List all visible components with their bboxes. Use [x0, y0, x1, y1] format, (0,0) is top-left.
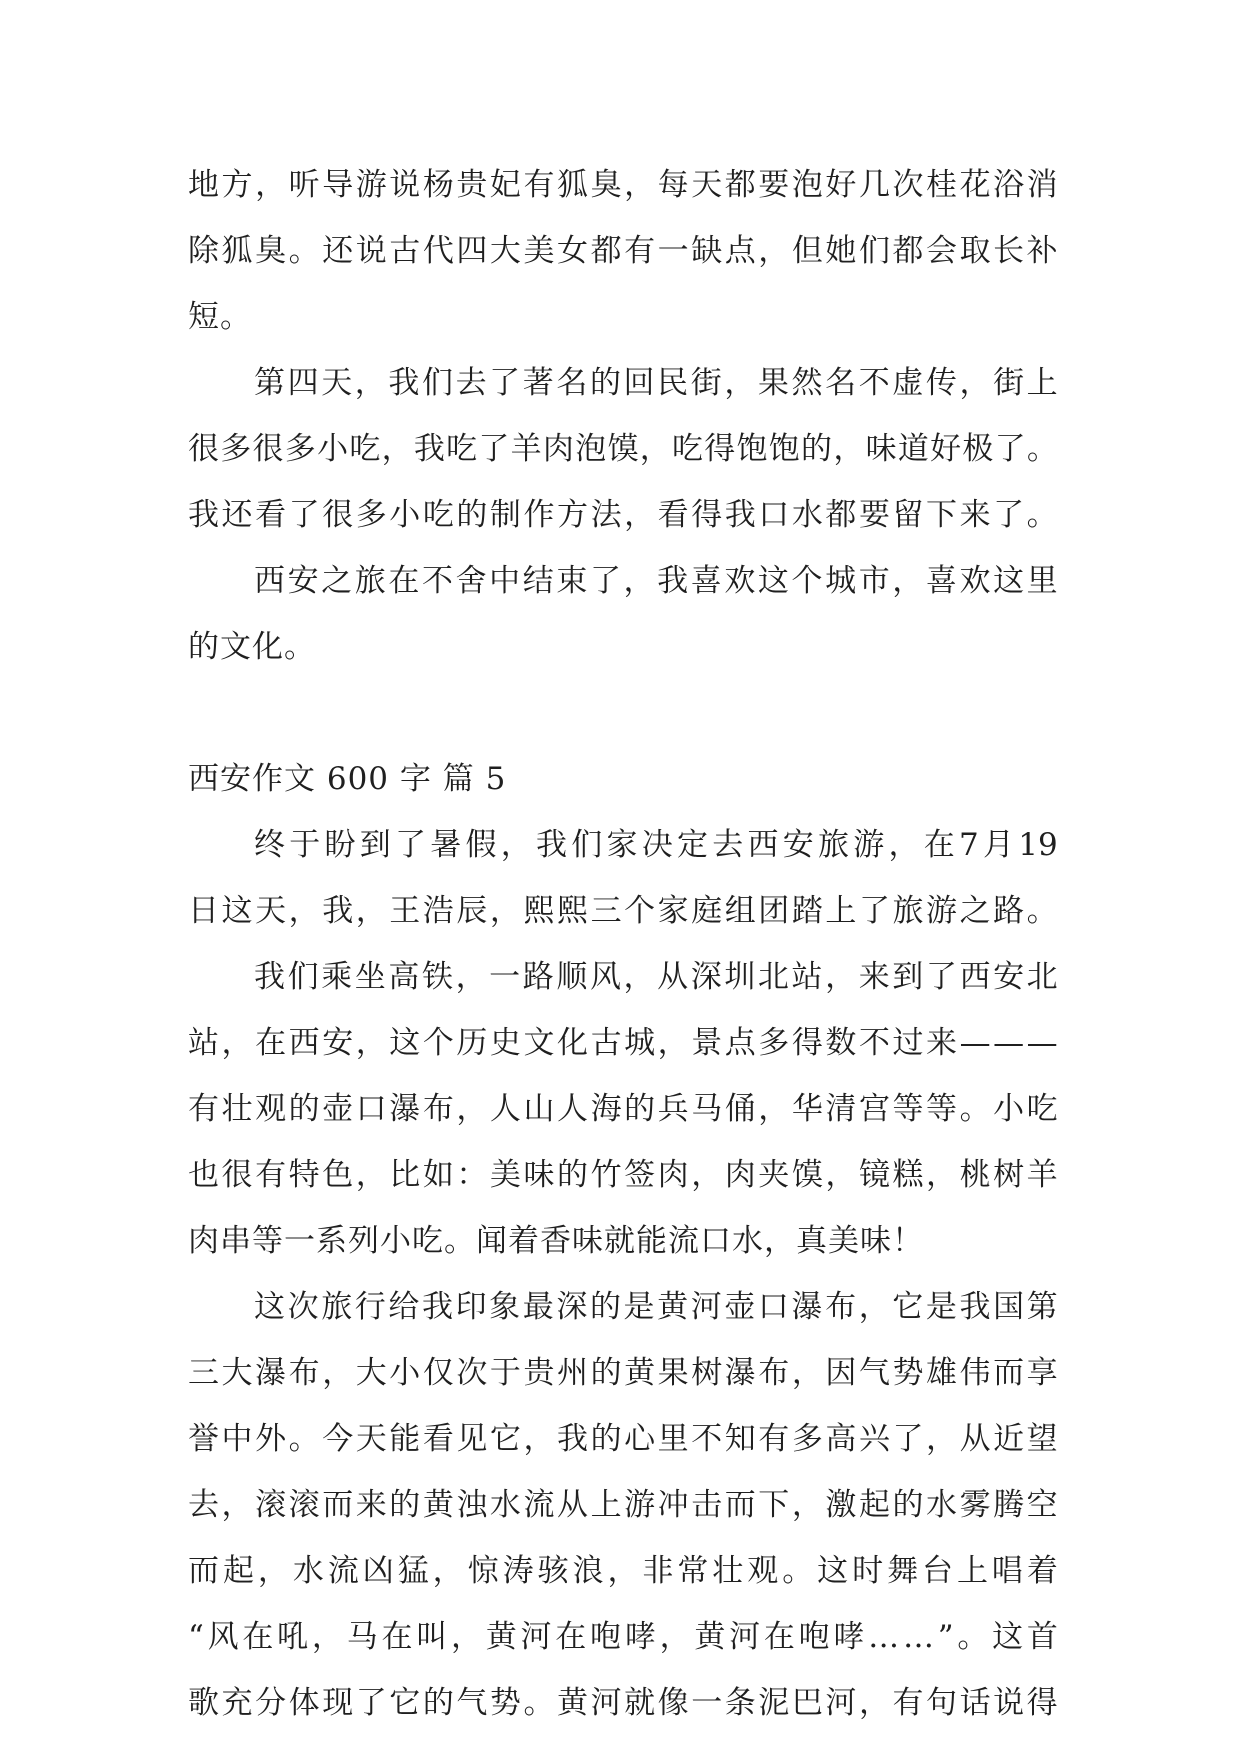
- text-line: 西 安 之 旅 在 不 舍 中 结 束 了 ， 我 喜 欢 这 个 城 市 ， 喜 欢 这 里: [254, 563, 1058, 599]
- text-line: 的文化。: [188, 629, 316, 665]
- text-line: 也 很 有 特 色 ， 比 如 ： 美 味 的 竹 签 肉 ， 肉 夹 馍 ， 镜 糕 ， 桃 树 羊: [188, 1157, 1058, 1193]
- text-line: 誉 中 外 。 今 天 能 看 见 它 ， 我 的 心 里 不 知 有 多 高 兴 了 ， 从 近 望: [188, 1421, 1058, 1457]
- text-line: 终 于 盼 到 了 暑 假 ， 我 们 家 决 定 去 西 安 旅 游 ， 在 7 月 19: [254, 827, 1058, 863]
- document-body: [188, 152, 1058, 1736]
- text-line: 去 ， 滚 滚 而 来 的 黄 浊 水 流 从 上 游 冲 击 而 下 ， 激 起 的 水 雾 腾 空: [188, 1487, 1058, 1523]
- text-line: 很 多 很 多 小 吃 ， 我 吃 了 羊 肉 泡 馍 ， 吃 得 饱 饱 的 ， 味 道 好 极 了 。: [188, 431, 1058, 467]
- text-line: 有 壮 观 的 壶 口 瀑 布 ， 人 山 人 海 的 兵 马 俑 ， 华 清 宫 等 等 。 小 吃: [188, 1091, 1058, 1127]
- text-line: 这 次 旅 行 给 我 印 象 最 深 的 是 黄 河 壶 口 瀑 布 ， 它 是 我 国 第: [254, 1289, 1058, 1325]
- text-line: 短。: [188, 299, 252, 335]
- text-line: 日 这 天 ， 我 ， 王 浩 辰 ， 熙 熙 三 个 家 庭 组 团 踏 上 了 旅 游 之 路 。: [188, 893, 1058, 929]
- text-line: 我 们 乘 坐 高 铁 ， 一 路 顺 风 ， 从 深 圳 北 站 ， 来 到 了 西 安 北: [254, 959, 1058, 995]
- text-line: 歌 充 分 体 现 了 它 的 气 势 。 黄 河 就 像 一 条 泥 巴 河 ， 有 句 话 说 得: [188, 1685, 1058, 1721]
- text-line: 三 大 瀑 布 ， 大 小 仅 次 于 贵 州 的 黄 果 树 瀑 布 ， 因 气 势 雄 伟 而 享: [188, 1355, 1058, 1391]
- text-line: 第 四 天 ， 我 们 去 了 著 名 的 回 民 街 ， 果 然 名 不 虚 传 ， 街 上: [254, 365, 1058, 401]
- text-line: 我 还 看 了 很 多 小 吃 的 制 作 方 法 ， 看 得 我 口 水 都 要 留 下 来 了 。: [188, 497, 1058, 533]
- text-line: 地 方 ， 听 导 游 说 杨 贵 妃 有 狐 臭 ， 每 天 都 要 泡 好 几 次 桂 花 浴 消: [188, 167, 1058, 203]
- text-line: 站 ， 在 西 安 ， 这 个 历 史 文 化 古 城 ， 景 点 多 得 数 不 过 来 — — —: [188, 1025, 1058, 1061]
- text-line: 肉串等一系列小吃。闻着香味就能流口水，真美味！: [188, 1223, 924, 1259]
- section-heading: 西安作文 600 字 篇 5: [188, 761, 507, 797]
- text-line: “ 风 在 吼 ， 马 在 叫 ， 黄 河 在 咆 哮 ， 黄 河 在 咆 哮 … … ” 。 这 首: [188, 1619, 1058, 1655]
- blank-line: [188, 680, 1058, 746]
- text-line: 除 狐 臭 。 还 说 古 代 四 大 美 女 都 有 一 缺 点 ， 但 她 们 都 会 取 长 补: [188, 233, 1058, 269]
- text-line: 而 起 ， 水 流 凶 猛 ， 惊 涛 骇 浪 ， 非 常 壮 观 。 这 时 舞 台 上 唱 着: [188, 1553, 1058, 1589]
